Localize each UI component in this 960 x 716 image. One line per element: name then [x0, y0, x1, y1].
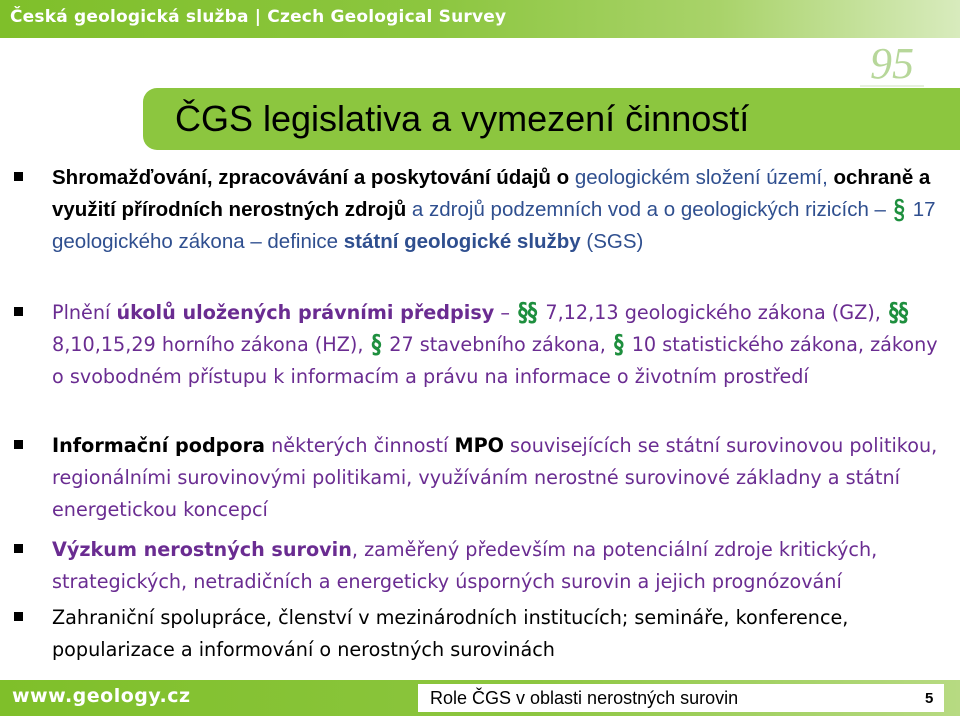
footer-url-link[interactable]: www.geology.cz — [12, 685, 191, 707]
bullet-item — [52, 534, 944, 598]
bullet-text-segment: 10 statistického zákona, zákony o svobodném přístupu k informacím a právu na informace o životním prostředí — [52, 333, 938, 388]
footer-label: Role ČGS v oblasti nerostných surovin — [430, 688, 739, 708]
bullet-square-icon — [14, 544, 23, 553]
bullet-text-segment: Plnění — [52, 301, 117, 324]
bullet-square-icon — [14, 612, 23, 621]
bullet-text-segment: 27 stavebního zákona, — [383, 333, 612, 356]
bullet-text-segment: Informační podpora — [52, 434, 266, 457]
bullet-text-segment: 8,10,15,29 horního zákona (HZ), — [52, 333, 370, 356]
bullet-text-segment: 7,12,13 geologického zákona (GZ), — [539, 301, 887, 324]
bullet-item — [52, 602, 944, 666]
bullet-text-segment: – — [494, 301, 517, 324]
slide-title: ČGS legislativa a vymezení činností — [175, 98, 750, 139]
bullet-text-segment: Zahraniční spolupráce, členství v mezinárodních institucích; semináře, konference, popularizace a informování o nerostných surovinách — [52, 606, 849, 661]
bullet-text-segment: úkolů uložených právními předpisy — [116, 301, 495, 324]
bullet-text-segment: 17 geologického zákona – definice — [52, 198, 936, 253]
bullet-text-segment: některých činností — [265, 434, 455, 457]
bullet-text-segment: geologickém složení území, — [574, 166, 834, 189]
bullet-text-segment: MPO — [454, 434, 504, 457]
bullet-square-icon — [14, 307, 23, 316]
bullet-text-segment: ochraně a využití přírodních nerostných zdrojů — [52, 166, 931, 221]
bullet-item — [52, 430, 944, 526]
bullet-item — [52, 297, 944, 393]
bullet-text-segment: , zaměřený především na potenciální zdroje kritických, strategických, netradičních a energeticky úsporných surovin a jejich prognózování — [52, 538, 878, 593]
header-bar — [0, 0, 960, 38]
section-symbol: §§ — [888, 296, 909, 328]
bullet-text-segment: (SGS) — [580, 230, 644, 253]
anniversary-logo — [852, 40, 932, 90]
bullet-text-segment: a zdrojů podzemních vod a o geologických rizicích – — [406, 198, 892, 221]
section-symbol: §§ — [518, 296, 538, 328]
bullet-text-segment: Výzkum nerostných surovin — [52, 538, 352, 561]
anniversary-number: 95 — [870, 40, 914, 88]
bullet-text-segment: souvisejících se státní surovinovou politikou, regionálními surovinovými politikami, využíváním nerostné surovinové základny a státní energetickou koncepcí — [52, 434, 938, 521]
page-number: 5 — [925, 690, 934, 707]
bullet-text-segment: Shromažďování, zpracovávání a poskytování údajů o — [52, 166, 575, 189]
bullet-item — [52, 162, 944, 258]
bullet-text-segment: státní geologické služby — [343, 230, 581, 253]
bullet-square-icon — [14, 172, 23, 181]
section-symbol: § — [614, 328, 624, 360]
section-symbol: § — [893, 193, 906, 225]
bullet-square-icon — [14, 440, 23, 449]
org-title: Česká geologická služba | Czech Geological Survey — [10, 7, 507, 27]
footer-bar — [0, 680, 960, 716]
section-symbol: § — [371, 328, 382, 360]
